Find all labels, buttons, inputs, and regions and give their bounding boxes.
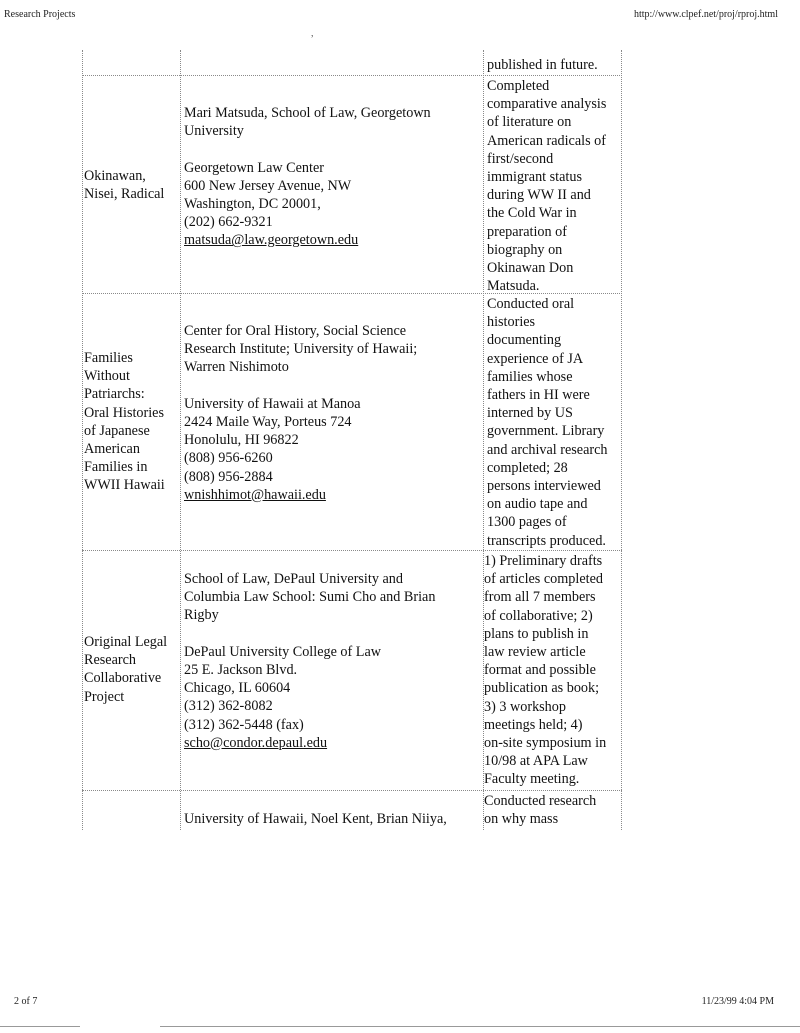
table-border-right	[621, 50, 622, 830]
contact-info: Mari Matsuda, School of Law, Georgetown University Georgetown Law Center 600 New Jersey Avenue, NW Washington, DC 20001, (202) 662-9321	[184, 105, 431, 231]
page-header-url: http://www.clpef.net/proj/rproj.html	[633, 9, 778, 20]
status-text: Conducted oral histories documenting experience of JA families whose fathers in HI were interned by US government. Library and archival research completed; 28 persons interviewed on audio tape and 1300 pages of transcripts produced.	[487, 296, 608, 549]
project-name: Original Legal Research Collaborative Project	[84, 634, 168, 705]
status-text: Conducted research on why mass	[484, 793, 597, 828]
contact-cell	[184, 322, 480, 504]
status-text: Completed comparative analysis of literature on American radicals of first/second immigrant status during WW II and the Cold War in preparation of biography on Okinawan Don Matsuda.	[487, 78, 607, 295]
row-separator	[82, 550, 622, 551]
email-link[interactable]: wnishhimot@hawaii.edu	[184, 486, 326, 503]
footer-rule	[0, 1026, 80, 1027]
email-link[interactable]: scho@condor.depaul.edu	[184, 734, 328, 751]
page-number: 2 of 7	[14, 996, 38, 1007]
project-name: Families Without Patriarchs: Oral Histories of Japanese American Families in WWII Hawaii	[84, 350, 165, 494]
status-fragment: published in future.	[487, 57, 598, 73]
contact-info: Center for Oral History, Social Science Research Institute; University of Hawaii; Warren Nishimoto University of Hawaii at Manoa 2424 Maile Way, Porteus 724 Honolulu, HI 96822 (808) 956-6260 (808) 956-2884	[184, 323, 418, 485]
status-text: 1) Preliminary drafts of articles completed from all 7 members of collaborative; 2) plans to publish in law review article format and possible publication as book; 3) 3 workshop meetings held; 4) on-site symposium in 10/98 at APA Law Faculty meeting.	[484, 553, 607, 788]
email-link[interactable]: matsuda@law.georgetown.edu	[184, 232, 359, 249]
page-header-title: Research Projects	[4, 9, 76, 20]
table-border-left	[82, 50, 83, 830]
table-border-col1	[180, 50, 181, 830]
print-timestamp: 11/23/99 4:04 PM	[701, 996, 774, 1007]
project-name: Okinawan, Nisei, Radical	[84, 168, 165, 203]
contact-cell	[184, 104, 480, 250]
contact-info: School of Law, DePaul University and Columbia Law School: Sumi Cho and Brian Rigby DePaul University College of Law 25 E. Jackson Blvd. Chicago, IL 60604 (312) 362-8082 (312) 362-5448 (fax)	[184, 571, 436, 733]
contact-cell	[184, 570, 480, 752]
contact-info: University of Hawaii, Noel Kent, Brian Niiya,	[184, 811, 447, 827]
row-separator	[82, 75, 622, 76]
footer-rule	[160, 1026, 800, 1027]
row-separator	[82, 790, 622, 791]
stray-mark: ,	[311, 28, 314, 39]
